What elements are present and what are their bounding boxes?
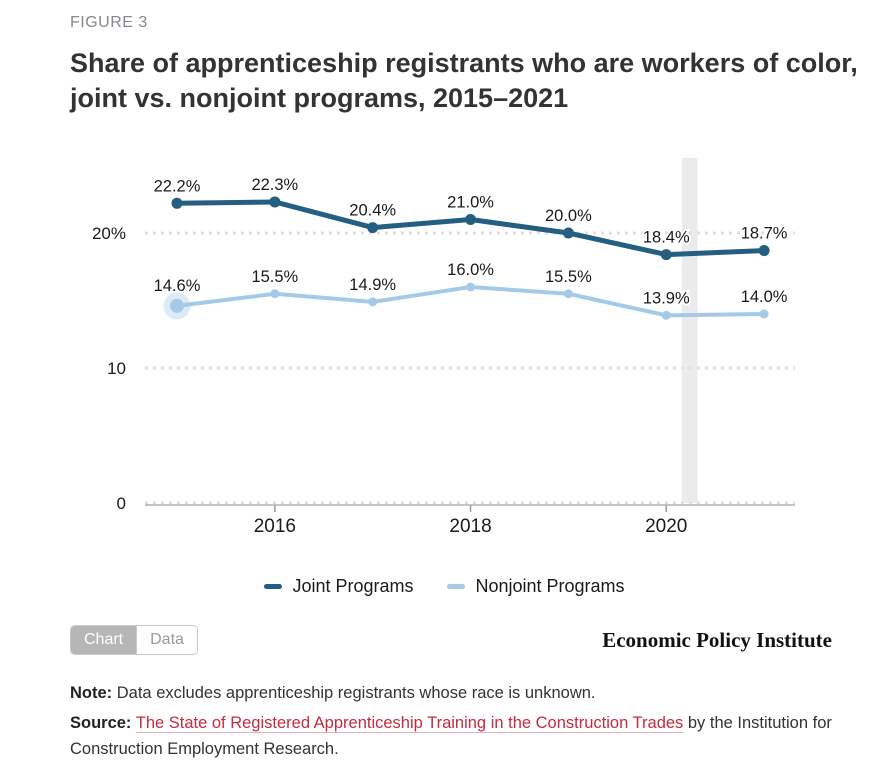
data-point[interactable] [563,228,574,239]
data-point[interactable] [368,297,377,306]
data-point[interactable] [466,283,475,292]
data-label: 18.4% [642,228,690,247]
note-text: Data excludes apprenticeship registrants whose race is unknown. [112,684,596,702]
data-label: 20.4% [349,201,397,220]
joint-series-swatch [264,584,282,589]
data-point[interactable] [759,245,770,256]
data-label: 14.9% [349,275,397,294]
chart-view-button[interactable]: Chart [71,626,136,654]
data-label: 15.5% [545,267,592,286]
data-label: 20.0% [545,207,592,225]
figure-title: Share of apprenticeship registrants who are workers of color, joint vs. nonjoint programs, 2015–2021 [70,48,858,113]
data-point[interactable] [564,289,573,298]
recession-band [682,158,698,503]
note-label: Note: [70,684,113,702]
data-point[interactable] [269,196,280,207]
epi-logo: Economic Policy Institute [602,627,832,652]
data-label: 16.0% [447,261,494,279]
source-link[interactable]: The State of Registered Apprenticeship Training in the Construction Trades [135,714,684,732]
data-point[interactable] [170,299,184,313]
legend-label-joint: Joint Programs [292,575,414,596]
source-label: Source: [70,714,132,732]
y-axis-label: 20% [91,224,126,243]
data-point[interactable] [661,249,672,260]
data-label: 15.5% [251,267,299,286]
data-view-button[interactable]: Data [136,626,197,654]
toolbar [70,625,832,655]
line-chart [0,150,889,548]
x-axis-label: 2016 [253,516,296,537]
y-axis-label: 10 [107,359,126,378]
source-suffix: by the Institution for Construction Employment Research. [70,714,832,758]
data-point[interactable] [662,311,671,320]
legend-label-nonjoint: Nonjoint Programs [475,575,625,596]
x-axis-label: 2020 [645,516,688,537]
data-label: 13.9% [642,289,690,308]
view-toggle [70,625,198,655]
figure-source [70,710,854,762]
figure-note [70,680,854,706]
data-label: 22.3% [251,175,299,194]
data-label: 21.0% [447,193,494,212]
chart-legend [0,574,889,598]
data-point[interactable] [172,198,183,209]
x-axis-label: 2018 [449,516,492,537]
legend-item-joint[interactable] [264,576,413,597]
data-point[interactable] [270,289,279,298]
nonjoint-series-swatch [447,584,465,589]
data-label: 14.0% [740,288,788,306]
data-point[interactable] [760,310,769,319]
y-axis-label: 0 [116,494,126,513]
legend-item-nonjoint[interactable] [447,576,624,597]
data-label: 14.6% [153,276,201,295]
data-point[interactable] [367,222,378,233]
data-label: 18.7% [740,224,788,243]
data-label: 22.2% [153,177,201,196]
data-point[interactable] [465,214,476,225]
figure-label: FIGURE 3 [70,14,148,31]
